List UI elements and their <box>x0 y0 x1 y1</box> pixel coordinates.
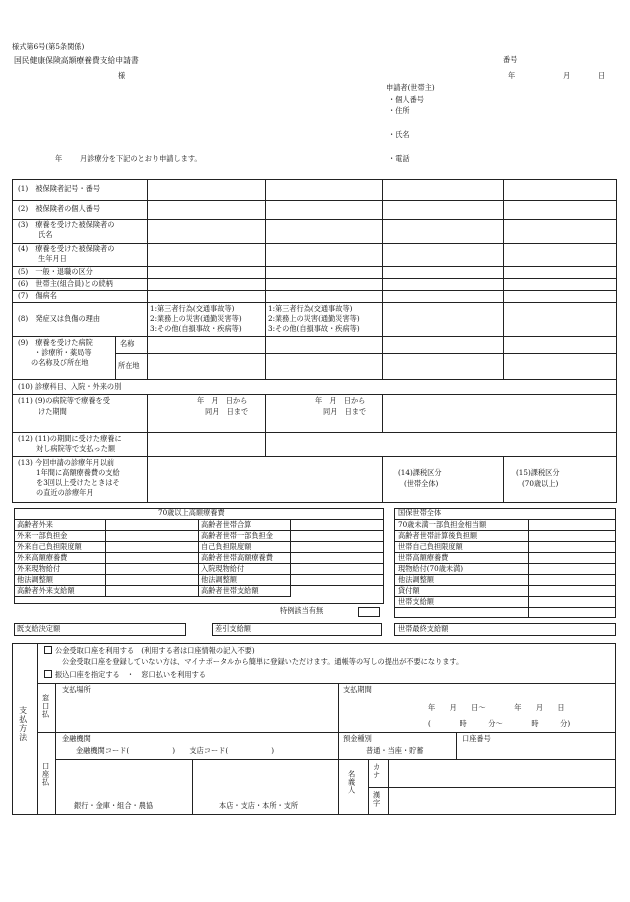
c2-label: 他法調整額 <box>201 575 237 584</box>
right-calc-title: 国保世帯全体 <box>398 508 442 517</box>
right-label: 世帯自己負担限度額 <box>398 542 463 551</box>
cause-option-1: 1:第三者行為(交通事故等) <box>150 304 235 313</box>
row-7-label: (7) 傷病名 <box>18 291 57 300</box>
cause-option-3: 3:その他(自損事故・疾病等) <box>150 324 242 333</box>
checkbox-public-account[interactable] <box>44 646 52 654</box>
row-1-label: (1) 被保険者記号・番号 <box>18 184 101 193</box>
address-label: ・住所 <box>388 106 410 115</box>
c1-label: 高齢者外来支給額 <box>17 586 75 595</box>
right-label: 貸付額 <box>398 586 420 595</box>
bank-code-label: 金融機関コード( ) 支店コード( ) <box>76 746 275 755</box>
facility-name-label: 名称 <box>120 339 135 348</box>
row-13-label-a: (13) 今回申請の診療年月以前 <box>18 458 115 467</box>
facility-location-label: 所在地 <box>118 361 140 370</box>
checkbox-transfer[interactable] <box>44 670 52 678</box>
c1-label: 他法調整額 <box>17 575 53 584</box>
name-label: ・氏名 <box>388 130 410 139</box>
right-label: 世帯支給額 <box>398 597 434 606</box>
c2-label: 高齢者世帯支給額 <box>201 586 259 595</box>
public-account-note: 公金受取口座を登録していない方は、マイナポータルから簡単に登録いただけます。通帳等の写しの提出が不要になります。 <box>62 657 464 666</box>
option-transfer-label: 振込口座を指定する ・ 窓口払いを利用する <box>55 670 206 679</box>
kana-label: カナ <box>372 763 382 780</box>
row-9-label-a: (9) 療養を受けた病院 <box>18 338 93 347</box>
row-14-label-a: (14)課税区分 <box>398 468 442 477</box>
c2-label: 入院現物給付 <box>201 564 245 573</box>
c1-label: 外来現物給付 <box>17 564 61 573</box>
cause-option-2: 2:業務上の災害(通勤災害等) <box>150 314 242 323</box>
period-from-2: 年 月 日から <box>315 396 366 405</box>
c2-label: 高齢者世帯高額療養費 <box>201 553 273 562</box>
c2-label: 自己負担限度額 <box>201 542 252 551</box>
phone-label: ・電話 <box>388 154 410 163</box>
c1-label: 高齢者外来 <box>17 520 53 529</box>
row-8-label: (8) 発症又は負傷の理由 <box>18 314 101 323</box>
payment-method-label: 支払方法 <box>18 706 28 742</box>
row-12-label-a: (12) (11)の期間に受けた療養に <box>18 434 122 443</box>
right-label: 世帯高額療養費 <box>398 553 449 562</box>
row-3-label-b: 氏名 <box>38 230 53 239</box>
form-title: 国民健康保険高額療養費支給申請書 <box>14 56 139 65</box>
option-transfer[interactable] <box>44 670 206 680</box>
final-amount-label: 世帯最終支給額 <box>398 624 449 633</box>
period-to-1: 同月 日まで <box>205 407 249 416</box>
addressee: 様 <box>118 71 126 80</box>
special-checkbox[interactable] <box>358 607 380 617</box>
cause-option-3b: 3:その他(自損事故・疾病等) <box>268 324 360 333</box>
applicant-label: 申請者(世帯主) <box>386 83 435 92</box>
row-9-label-c: の名称及び所在地 <box>31 358 89 367</box>
individual-number-label: ・個人番号 <box>388 95 424 104</box>
row-6-label: (6) 世帯主(組合員)との続柄 <box>18 279 113 288</box>
kanji-label: 漢字 <box>372 791 382 808</box>
row-2-label: (2) 被保険者の個人番号 <box>18 204 101 213</box>
row-4-label-a: (4) 療養を受けた被保険者の <box>18 244 115 253</box>
deposit-type-options: 普通・当座・貯蓄 <box>366 746 424 755</box>
option-public-account-label: 公金受取口座を利用する (利用する者は口座情報の記入不要) <box>55 646 255 655</box>
option-public-account[interactable] <box>44 646 255 656</box>
row-11-label-b: けた期間 <box>38 407 67 416</box>
account-number-label: 口座番号 <box>462 734 491 743</box>
special-label: 特例該当有無 <box>280 606 324 615</box>
c1-label: 外来高額療養費 <box>17 553 68 562</box>
deposit-type-label: 預金種別 <box>343 734 372 743</box>
row-13-label-b: 1年間に高額療養費の支給 <box>36 468 120 477</box>
date-day: 日 <box>598 71 606 80</box>
row-5-label: (5) 一般・退職の区分 <box>18 267 93 276</box>
c2-label: 高齢者世帯合算 <box>201 520 252 529</box>
row-14-label-b: (世帯全体) <box>404 479 439 488</box>
period-from-1: 年 月 日から <box>197 396 248 405</box>
account-holder-label: 名義人 <box>347 770 357 795</box>
right-label: 他法調整額 <box>398 575 434 584</box>
account-payment-label: 口座払 <box>41 762 51 787</box>
cause-option-2b: 2:業務上の災害(通勤災害等) <box>268 314 360 323</box>
row-3-label-a: (3) 療養を受けた被保険者の <box>18 220 115 229</box>
row-12-label-b: 対し病院等で支払った額 <box>36 444 116 453</box>
bank-type-options: 銀行・金庫・組合・農協 <box>74 801 154 810</box>
row-13-label-c: を3回以上受けたときはそ <box>36 478 120 487</box>
payment-period-label: 支払期間 <box>343 685 372 694</box>
already-paid-label: 既支給決定額 <box>17 624 61 633</box>
c1-label: 外来自己負担限度額 <box>17 542 82 551</box>
payment-period-dates: 年 月 日〜 年 月 日 <box>428 703 565 712</box>
right-label: 70歳未満一部負担金相当額 <box>398 520 487 529</box>
payment-place-label: 支払場所 <box>62 685 91 694</box>
cause-option-1b: 1:第三者行為(交通事故等) <box>268 304 353 313</box>
branch-type-options: 本店・支店・本所・支所 <box>219 801 299 810</box>
statement: 月診療分を下記のとおり申請します。 <box>80 154 202 163</box>
right-label: 現物給付(70歳未満) <box>398 564 464 573</box>
c2-label: 高齢者世帯一部負担金 <box>201 531 273 540</box>
bank-label: 金融機関 <box>62 734 91 743</box>
row-15-label-a: (15)課税区分 <box>516 468 560 477</box>
number-label: 番号 <box>503 55 518 64</box>
payment-period-times: ( 時 分〜 時 分) <box>428 719 571 728</box>
statement-year: 年 <box>55 154 63 163</box>
date-month: 月 <box>563 71 571 80</box>
row-15-label-b: (70歳以上) <box>522 479 559 488</box>
form-number: 様式第6号(第5条関係) <box>12 42 85 51</box>
left-calc-title: 70歳以上高額療養費 <box>158 508 225 517</box>
row-4-label-b: 生年月日 <box>38 254 67 263</box>
date-year: 年 <box>508 71 516 80</box>
row-11-label-a: (11) (9)の病院等で療養を受 <box>18 396 110 405</box>
period-to-2: 同月 日まで <box>323 407 367 416</box>
c1-label: 外来一部負担金 <box>17 531 68 540</box>
difference-label: 差引支給額 <box>215 624 251 633</box>
right-label: 高齢者世帯計算後負担額 <box>398 531 478 540</box>
row-9-label-b: ・診療所・薬局等 <box>34 348 92 357</box>
row-13-label-d: の直近の診療年月 <box>36 488 94 497</box>
window-payment-label: 窓口払 <box>41 694 51 719</box>
row-10-label: (10) 診療科目、入院・外来の別 <box>18 382 122 391</box>
